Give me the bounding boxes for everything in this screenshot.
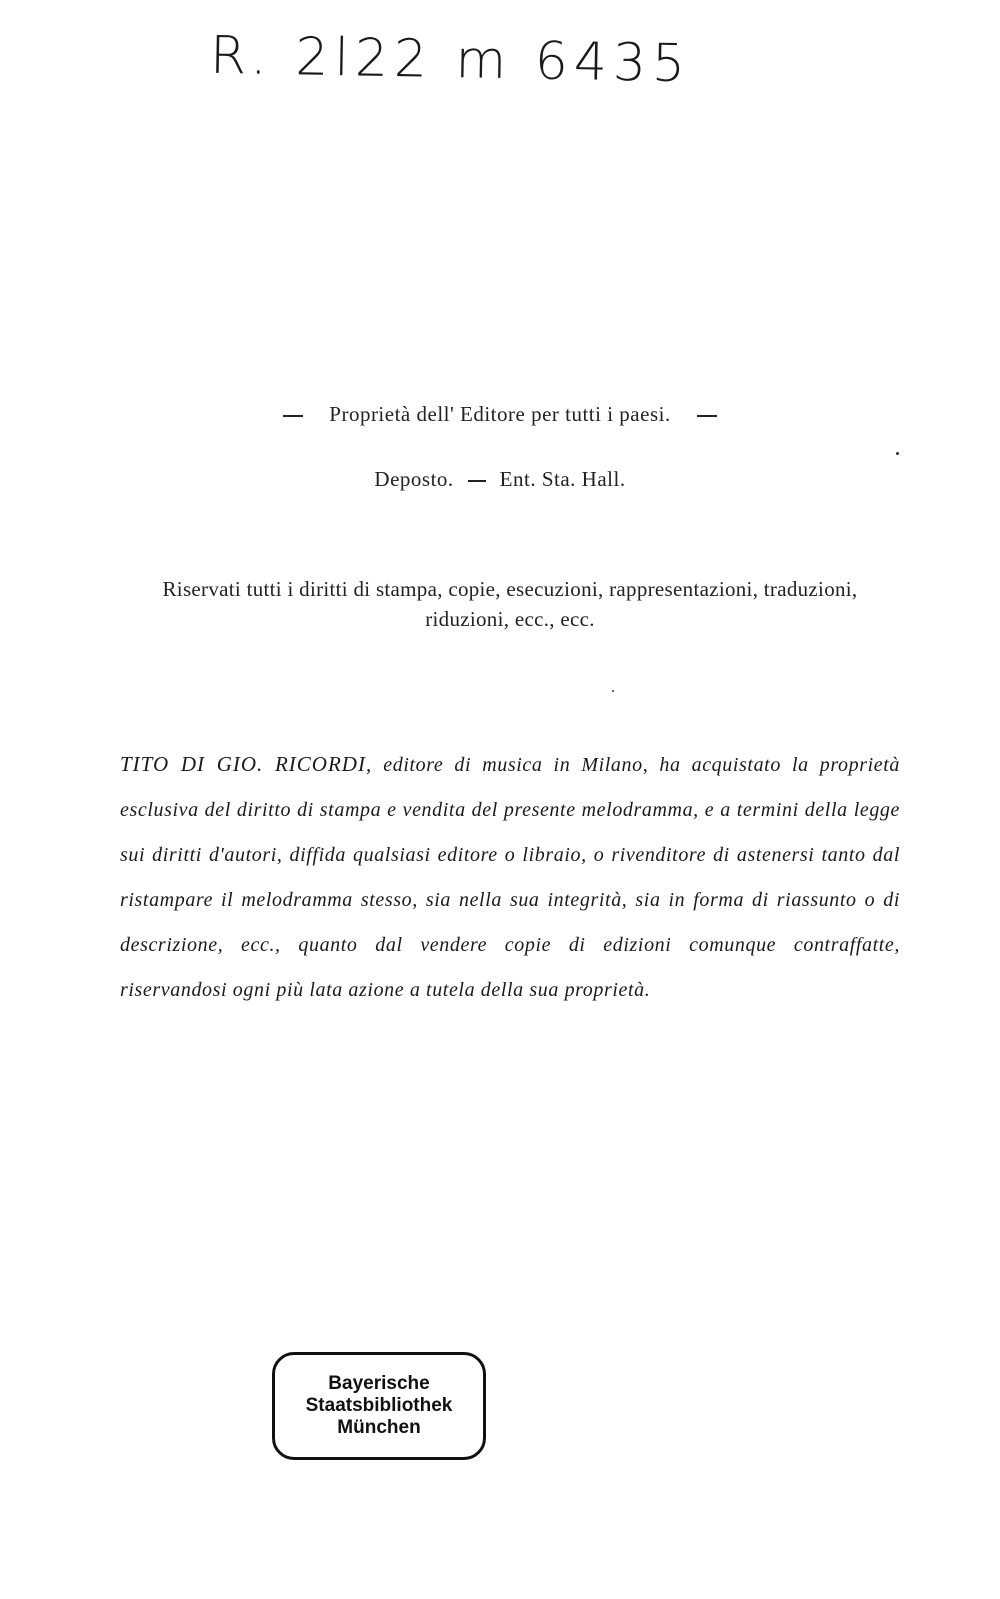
publisher-notice — [120, 742, 900, 1013]
deposit-line — [0, 467, 1000, 492]
rights-line-text: Proprietà dell' Editore per tutti i paesi. — [329, 402, 671, 426]
stamp-line-2: Staatsbibliothek — [305, 1395, 453, 1416]
library-stamp — [272, 1352, 486, 1460]
rights-line — [0, 402, 1000, 427]
print-speck — [612, 690, 614, 692]
deposit-right: Ent. Sta. Hall. — [499, 467, 626, 491]
stamp-line-1: Bayerische — [328, 1373, 430, 1394]
deposit-dash — [468, 480, 486, 482]
dash-left — [283, 415, 303, 417]
deposit-left: Deposto. — [374, 467, 454, 491]
publisher-notice-body: editore di musica in Milano, ha acquistato la proprietà esclusiva del diritto di stampa e vendita del presente melodramma, e a termini della legge sui diritti d'autori, diffida qualsiasi editore o libraio, o rivenditore di astenersi tanto dal ristampare il melodramma stesso, sia nella sua integrità, sia in forma di riassunto o di descrizione, ecc., quanto dal vendere copie di edizioni comunque contraffatte, riservandosi ogni più lata azione a tutela della sua proprietà. — [120, 754, 901, 1001]
publisher-name: TITO DI GIO. RICORDI, — [120, 752, 373, 776]
handwritten-shelfmark: R. 2l22 m 6435 — [209, 25, 692, 95]
dash-right — [697, 415, 717, 417]
stamp-line-3: München — [337, 1417, 421, 1438]
print-speck — [896, 452, 899, 455]
reserved-rights-text: Riservati tutti i diritti di stampa, copie, esecuzioni, rappresentazioni, traduzioni, riduzioni, ecc., ecc. — [162, 577, 858, 631]
